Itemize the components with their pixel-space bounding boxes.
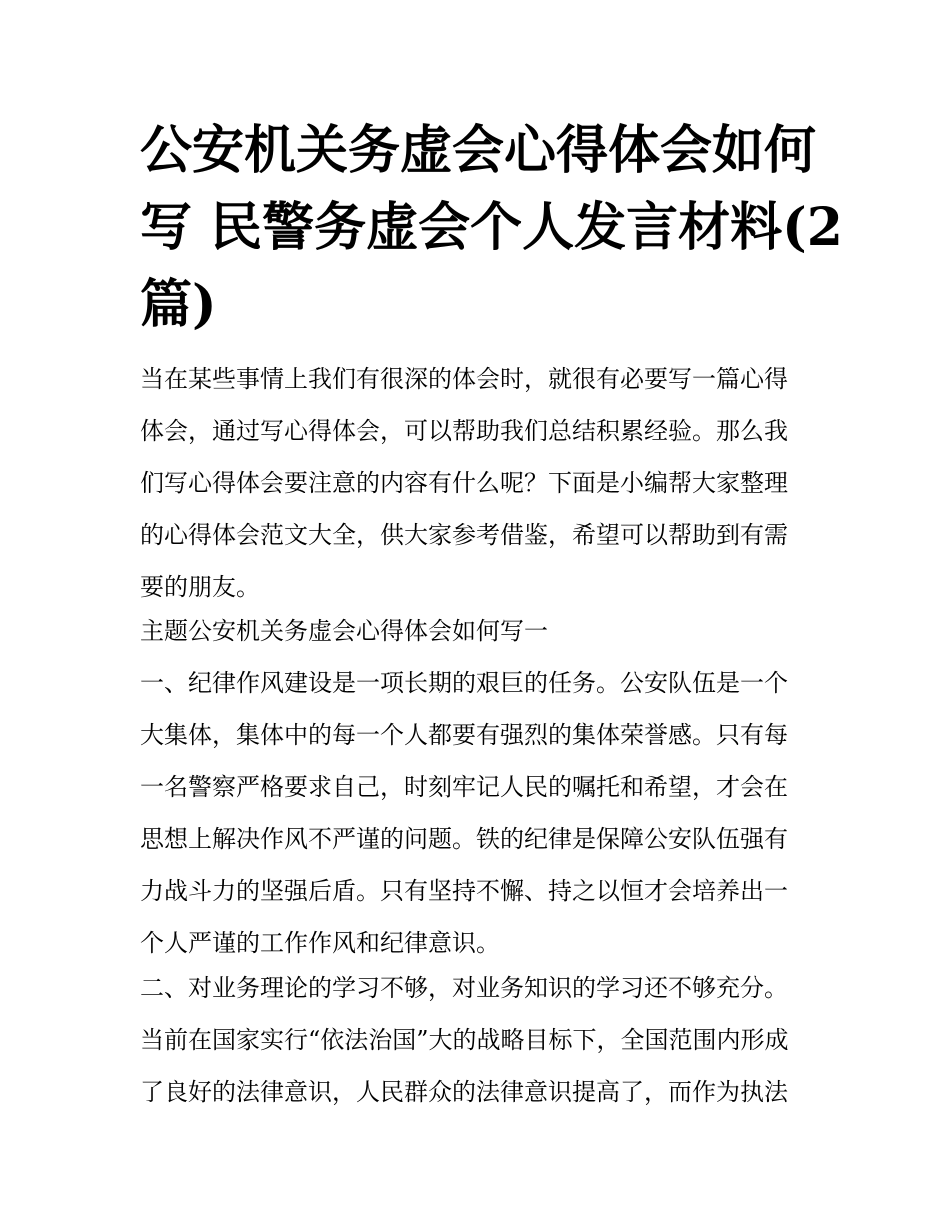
- text-line: 了良好的法律意识，人民群众的法律意识提高了，而作为执法: [140, 1078, 788, 1106]
- text-line: 一、纪律作风建设是一项长期的艰巨的任务。公安队伍是一个: [140, 669, 788, 697]
- text-line: 的心得体会范文大全，供大家参考借鉴，希望可以帮助到有需: [140, 521, 788, 549]
- text-line: 要的朋友。: [140, 573, 260, 601]
- title-line: 公安机关务虚会心得体会如何: [140, 120, 817, 181]
- text-line: 大集体，集体中的每一个人都要有强烈的集体荣誉感。只有每: [140, 721, 788, 749]
- document-title: [140, 112, 843, 343]
- text-line: 思想上解决作风不严谨的问题。铁的纪律是保障公安队伍强有: [140, 825, 788, 853]
- text-line: 二、对业务理论的学习不够，对业务知识的学习还不够充分。: [140, 974, 788, 1002]
- text-line: 个人严谨的工作作风和纪律意识。: [140, 929, 500, 957]
- text-line: 力战斗力的坚强后盾。只有坚持不懈、持之以恒才会培养出一: [140, 877, 788, 905]
- paragraph-study: [140, 962, 812, 1118]
- section-heading: [140, 605, 812, 657]
- text-line: 当在某些事情上我们有很深的体会时，就很有必要写一篇心得: [140, 365, 788, 393]
- text-line: 主题公安机关务虚会心得体会如何写一: [140, 617, 548, 645]
- title-line: 写 民警务虚会个人发言材料(2: [140, 197, 843, 258]
- title-line: 篇): [140, 274, 217, 335]
- text-line: 们写心得体会要注意的内容有什么呢？下面是小编帮大家整理: [140, 469, 788, 497]
- paragraph-discipline: [140, 657, 812, 969]
- intro-paragraph: [140, 353, 812, 613]
- text-line: 一名警察严格要求自己，时刻牢记人民的嘱托和希望，才会在: [140, 773, 788, 801]
- text-line: 体会，通过写心得体会，可以帮助我们总结积累经验。那么我: [140, 417, 788, 445]
- text-line: 当前在国家实行“依法治国”大的战略目标下，全国范围内形成: [140, 1026, 789, 1054]
